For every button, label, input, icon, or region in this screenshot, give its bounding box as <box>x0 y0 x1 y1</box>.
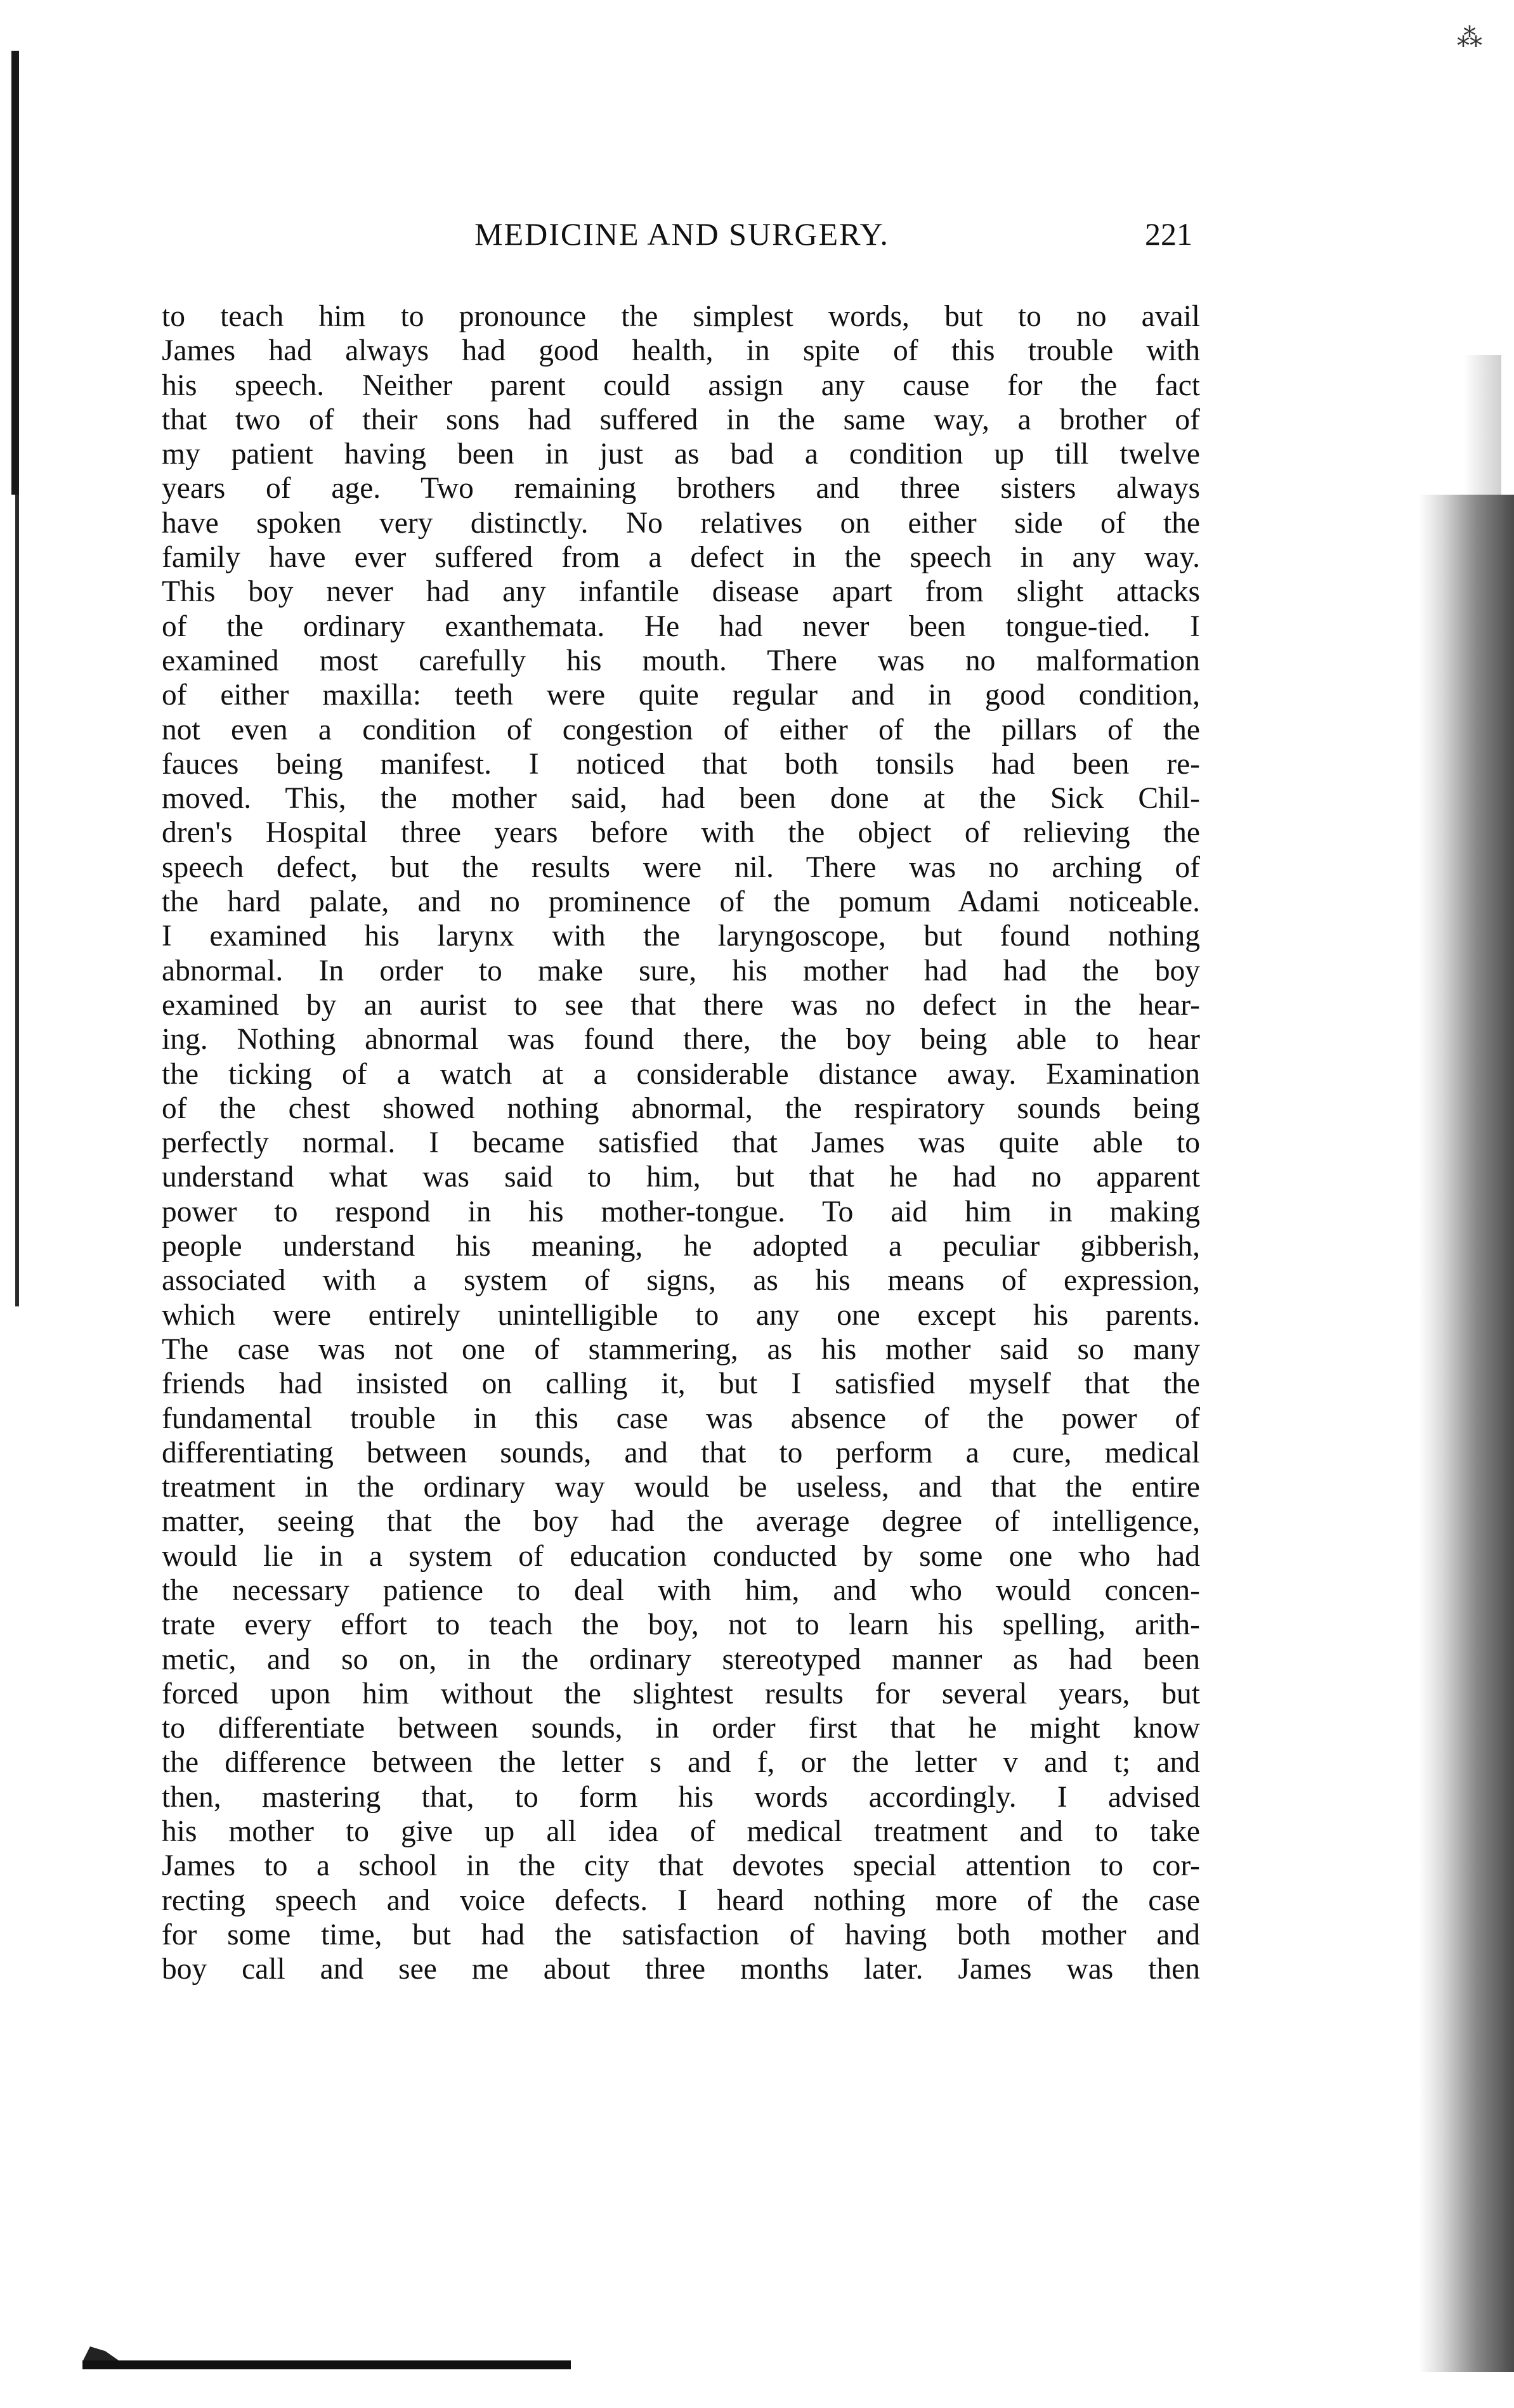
text-line: of the ordinary exanthemata. He had never been tongue-tied. I <box>162 609 1200 643</box>
running-head <box>171 216 1192 260</box>
text-line: not even a condition of congestion of either of the pillars of the <box>162 713 1200 746</box>
text-line: the ticking of a watch at a considerable distance away. Examination <box>162 1057 1200 1091</box>
text-line: examined by an aurist to see that there was no defect in the hear- <box>162 988 1200 1022</box>
text-line: recting speech and voice defects. I heard nothing more of the case <box>162 1884 1200 1917</box>
text-line: This boy never had any infantile disease apart from slight attacks <box>162 575 1200 609</box>
text-line: The case was not one of stammering, as his mother said so many <box>162 1332 1200 1366</box>
text-line: fundamental trouble in this case was absence of the power of <box>162 1402 1200 1435</box>
binding-edge <box>11 51 19 495</box>
text-line: boy call and see me about three months later. James was then <box>162 1953 1200 1986</box>
text-line: friends had insisted on calling it, but I satisfied myself that the <box>162 1367 1200 1401</box>
page-number: 221 <box>1145 216 1192 252</box>
text-line: differentiating between sounds, and that to perform a cure, medical <box>162 1436 1200 1469</box>
text-line: ing. Nothing abnormal was found there, the boy being able to hear <box>162 1023 1200 1057</box>
text-line: understand what was said to him, but that he had no apparent <box>162 1161 1200 1194</box>
text-line: abnormal. In order to make sure, his mother had had the boy <box>162 954 1200 987</box>
body-text <box>162 299 1200 1987</box>
text-line: of either maxilla: teeth were quite regular and in good condition, <box>162 679 1200 712</box>
text-line: the necessary patience to deal with him, and who would concen- <box>162 1573 1200 1607</box>
text-line: dren's Hospital three years before with the object of relieving the <box>162 816 1200 850</box>
text-line: moved. This, the mother said, had been done at the Sick Chil- <box>162 782 1200 816</box>
bottom-rule <box>82 2360 571 2369</box>
text-line: family have ever suffered from a defect in the speech in any way. <box>162 541 1200 575</box>
running-title: MEDICINE AND SURGERY. <box>474 216 889 252</box>
text-line: people understand his meaning, he adopted a peculiar gibberish, <box>162 1230 1200 1263</box>
text-line: forced upon him without the slightest results for several years, but <box>162 1677 1200 1710</box>
text-line: James had always had good health, in spite of this trouble with <box>162 334 1200 368</box>
text-line: to differentiate between sounds, in order first that he might know <box>162 1712 1200 1745</box>
text-line: which were entirely unintelligible to any one except his parents. <box>162 1298 1200 1332</box>
text-line: my patient having been in just as bad a condition up till twelve <box>162 438 1200 471</box>
text-line: of the chest showed nothing abnormal, the respiratory sounds being <box>162 1091 1200 1125</box>
text-line: I examined his larynx with the laryngoscope, but found nothing <box>162 920 1200 953</box>
corner-mark: ⁂ <box>1457 23 1482 52</box>
text-line: his speech. Neither parent could assign any cause for the fact <box>162 368 1200 402</box>
text-line: the difference between the letter s and f, or the letter v and t; and <box>162 1746 1200 1780</box>
text-line: metic, and so on, in the ordinary stereotyped manner as had been <box>162 1643 1200 1676</box>
text-line: speech defect, but the results were nil. There was no arching of <box>162 850 1200 884</box>
text-line: years of age. Two remaining brothers and three sisters always <box>162 472 1200 505</box>
text-line: his mother to give up all idea of medical treatment and to take <box>162 1815 1200 1849</box>
text-line: fauces being manifest. I noticed that both tonsils had been re- <box>162 747 1200 781</box>
binding-edge-lower <box>15 495 19 1306</box>
text-line: that two of their sons had suffered in the same way, a brother of <box>162 403 1200 436</box>
text-line: matter, seeing that the boy had the average degree of intelligence, <box>162 1505 1200 1539</box>
text-line: associated with a system of signs, as his means of expression, <box>162 1264 1200 1298</box>
text-line: perfectly normal. I became satisfied that James was quite able to <box>162 1126 1200 1160</box>
text-line: James to a school in the city that devotes special attention to cor- <box>162 1849 1200 1883</box>
text-line: would lie in a system of education conducted by some one who had <box>162 1539 1200 1573</box>
text-line: then, mastering that, to form his words accordingly. I advised <box>162 1780 1200 1814</box>
text-line: for some time, but had the satisfaction of having both mother and <box>162 1918 1200 1951</box>
printer-mark <box>82 2346 121 2362</box>
text-line: treatment in the ordinary way would be useless, and that the entire <box>162 1471 1200 1504</box>
text-line: power to respond in his mother-tongue. To aid him in making <box>162 1195 1200 1228</box>
text-line: have spoken very distinctly. No relatives on either side of the <box>162 506 1200 540</box>
text-line: examined most carefully his mouth. There was no malformation <box>162 644 1200 677</box>
scan-edge-shadow-upper <box>1463 355 1501 495</box>
text-line: to teach him to pronounce the simplest words, but to no avail <box>162 300 1200 333</box>
text-line: trate every effort to teach the boy, not to learn his spelling, arith- <box>162 1608 1200 1642</box>
scan-edge-shadow <box>1419 495 1514 2372</box>
text-line: the hard palate, and no prominence of the pomum Adami noticeable. <box>162 885 1200 919</box>
